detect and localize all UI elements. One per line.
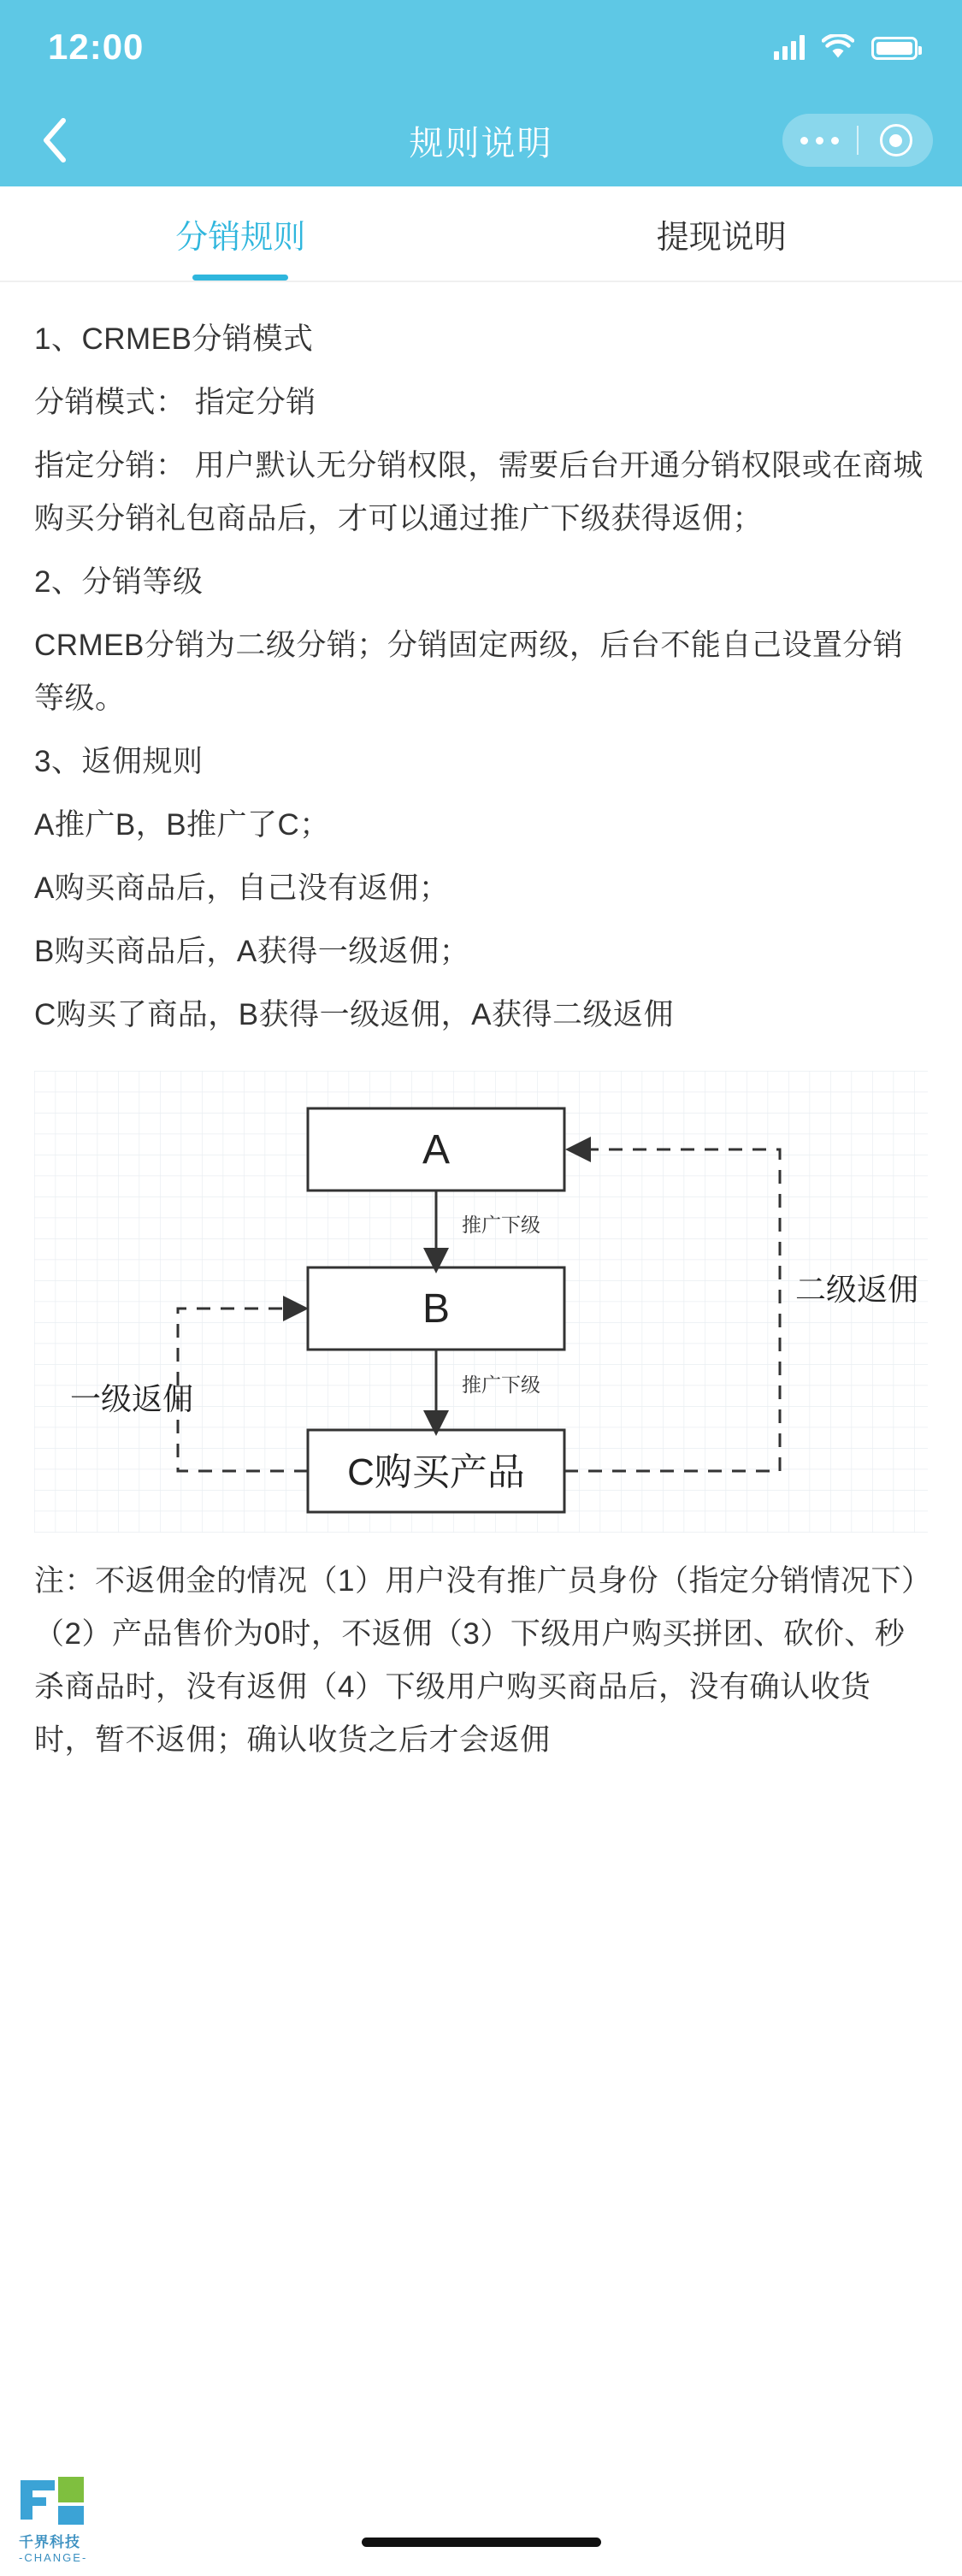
annotation-level-two: 二级返佣 bbox=[795, 1272, 919, 1307]
mini-program-capsule[interactable] bbox=[782, 114, 933, 167]
status-icons bbox=[774, 34, 918, 60]
rule-paragraph: CRMEB分销为二级分销；分销固定两级，后台不能自己设置分销等级。 bbox=[34, 629, 904, 715]
footer bbox=[0, 2448, 962, 2576]
tab-label: 提现说明 bbox=[656, 219, 787, 256]
rule-paragraph: 1、CRMEB分销模式 bbox=[34, 322, 314, 356]
brand-logo bbox=[19, 2475, 139, 2564]
rule-paragraph: A推广B，B推广了C； bbox=[34, 808, 330, 842]
rule-paragraph: 3、返佣规则 bbox=[34, 745, 204, 778]
annotation-level-one: 一级返佣 bbox=[70, 1381, 194, 1416]
node-b-label: B bbox=[422, 1286, 451, 1332]
nav-bar bbox=[0, 94, 962, 186]
target-circle-icon[interactable] bbox=[859, 124, 933, 157]
rule-paragraph: 分销模式： 指定分销 bbox=[34, 386, 316, 419]
node-c-label: C购买产品 bbox=[347, 1451, 525, 1493]
home-indicator[interactable] bbox=[362, 2538, 601, 2547]
rule-paragraph: A购买商品后，自己没有返佣； bbox=[34, 871, 450, 905]
battery-full-icon bbox=[871, 37, 918, 60]
rules-content bbox=[0, 282, 962, 1767]
tab-withdraw-notes[interactable] bbox=[481, 186, 962, 281]
logo-mark-icon bbox=[19, 2475, 139, 2528]
wifi-icon bbox=[822, 34, 854, 60]
tab-distribution-rules[interactable] bbox=[0, 186, 481, 281]
edge-label-a-to-b: 推广下级 bbox=[462, 1214, 540, 1236]
footnote: 注：不返佣金的情况（1）用户没有推广员身份（指定分销情况下）（2）产品售价为0时，不返佣（3）下级用户购买拼团、砍价、秒杀商品时，没有返佣（4）下级用户购买商品后，没有确认收货时，暂不返佣；确认收货之后才会返佣 bbox=[34, 1564, 917, 1757]
rule-paragraph: B购买商品后，A获得一级返佣； bbox=[34, 935, 470, 968]
status-bar bbox=[0, 0, 962, 94]
commission-flow-diagram bbox=[34, 1071, 928, 1533]
rule-paragraph: C购买了商品，B获得一级返佣，A获得二级返佣 bbox=[34, 998, 674, 1031]
signal-bars-icon bbox=[774, 34, 805, 60]
logo-name: 千界科技 bbox=[19, 2534, 80, 2550]
rule-paragraph: 指定分销： 用户默认无分销权限，需要后台开通分销权限或在商城购买分销礼包商品后，才可以通过推广下级获得返佣； bbox=[34, 449, 924, 535]
page-title: 规则说明 bbox=[409, 124, 553, 162]
rule-paragraph: 2、分销等级 bbox=[34, 565, 204, 599]
tab-bar bbox=[0, 186, 962, 282]
tab-label: 分销规则 bbox=[175, 219, 306, 256]
node-a-label: A bbox=[422, 1127, 451, 1173]
more-dots-icon[interactable] bbox=[782, 137, 857, 145]
status-clock: 12:00 bbox=[48, 27, 145, 67]
edge-label-b-to-c: 推广下级 bbox=[462, 1374, 540, 1396]
logo-subtitle: -CHANGE- bbox=[19, 2551, 88, 2564]
